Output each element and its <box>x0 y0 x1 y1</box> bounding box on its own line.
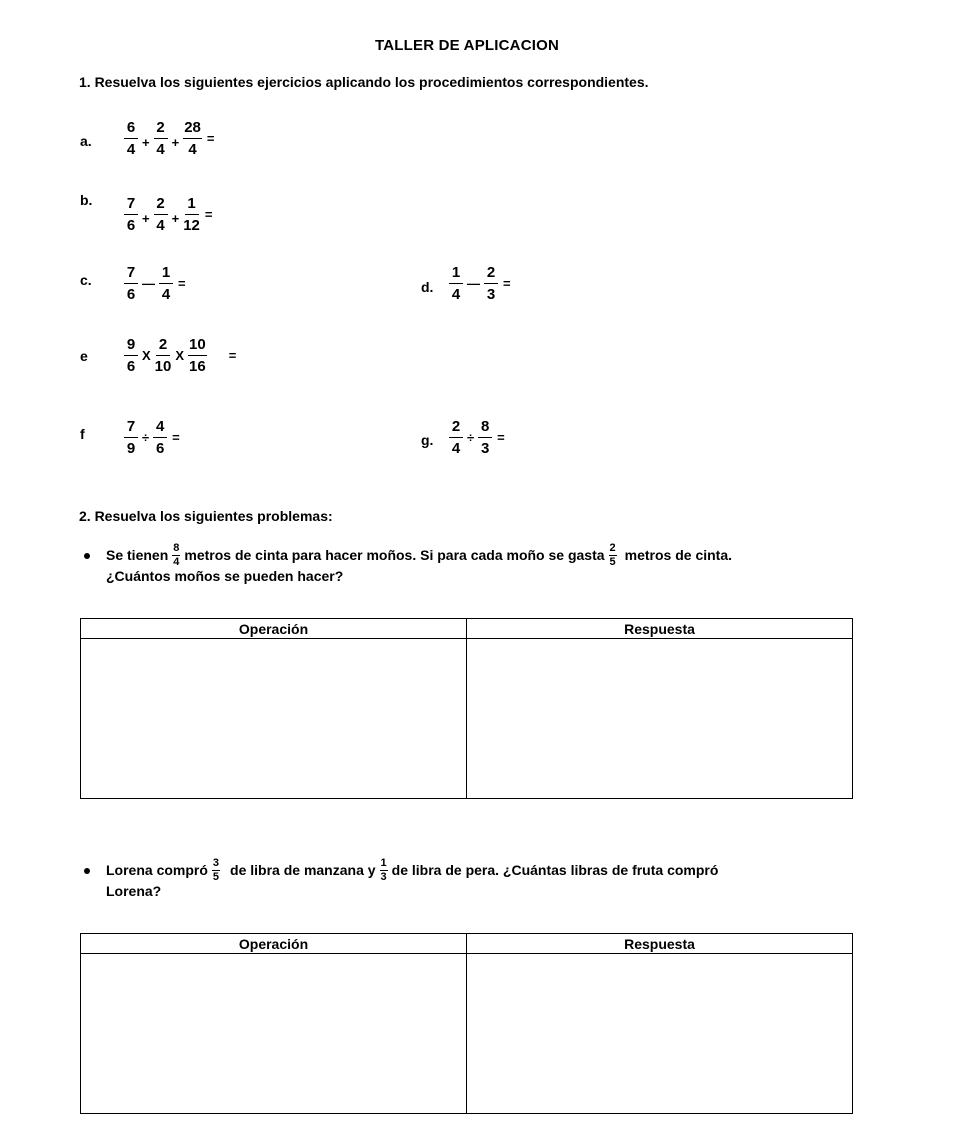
equals-sign: = <box>497 430 505 445</box>
problem-1 <box>84 543 732 586</box>
equals-sign: = <box>228 348 237 363</box>
fraction: $\frac{2}{5}$ <box>609 542 616 568</box>
operation-header: Operación <box>81 934 467 954</box>
exercise-b <box>124 196 212 233</box>
operation-cell[interactable] <box>81 639 467 799</box>
exercise-g <box>449 419 505 456</box>
fraction: $\frac{1}{3}$ <box>380 857 387 883</box>
exercise-f-label: f <box>80 426 85 442</box>
answer-cell[interactable] <box>467 954 853 1114</box>
fraction: $\frac{6}{4}$ <box>124 120 138 157</box>
problem-question: Lorena? <box>106 883 162 899</box>
answer-header: Respuesta <box>467 619 853 639</box>
plus-operator: + <box>171 135 180 150</box>
fraction: $\frac{10}{16}$ <box>189 336 206 375</box>
exercise-c-label: c. <box>80 272 92 288</box>
fraction: $\frac{28}{4}$ <box>184 119 201 158</box>
fraction: $\frac{7}{9}$ <box>124 419 138 456</box>
fraction: $\frac{7}{6}$ <box>124 265 138 302</box>
operation-header: Operación <box>81 619 467 639</box>
divide-operator: ÷ <box>467 430 475 445</box>
exercise-f <box>124 419 180 456</box>
fraction: $\frac{9}{6}$ <box>124 337 138 374</box>
exercise-g-label: g. <box>421 432 434 448</box>
equals-sign: = <box>204 207 213 222</box>
fraction: $\frac{8}{3}$ <box>478 419 492 456</box>
exercise-d-label: d. <box>421 279 434 295</box>
fraction: $\frac{7}{6}$ <box>124 196 138 233</box>
fraction: $\frac{8}{4}$ <box>173 542 180 568</box>
exercise-c <box>124 265 186 302</box>
equals-sign: = <box>178 276 186 291</box>
section-1-heading: 1. Resuelva los siguientes ejercicios aplicando los procedimientos correspondientes. <box>79 74 649 90</box>
problem-text: Lorena compró <box>106 861 208 878</box>
equals-sign: = <box>503 276 511 291</box>
fraction: $\frac{2}{10}$ <box>154 336 172 375</box>
problem-1-work-table <box>80 618 853 799</box>
page-title: TALLER DE APLICACION <box>375 37 559 54</box>
problem-text: metros de cinta para hacer moños. Si para cada moño se gasta <box>184 546 605 563</box>
answer-header: Respuesta <box>467 934 853 954</box>
section-2-heading: 2. Resuelva los siguientes problemas: <box>79 508 333 524</box>
problem-text: metros de cinta. <box>624 546 733 563</box>
bullet-icon <box>84 868 90 874</box>
equals-sign: = <box>172 430 180 445</box>
divide-operator: ÷ <box>142 430 150 445</box>
answer-cell[interactable] <box>467 639 853 799</box>
fraction: $\frac{2}{4}$ <box>154 120 168 157</box>
exercise-e <box>124 337 236 374</box>
fraction: $\frac{4}{6}$ <box>153 419 167 456</box>
exercise-d <box>449 265 511 302</box>
plus-operator: + <box>142 135 150 150</box>
problem-2 <box>84 858 718 901</box>
times-operator: X <box>175 348 185 363</box>
fraction: $\frac{2}{3}$ <box>484 265 498 302</box>
exercise-a-label: a. <box>80 133 92 149</box>
problem-text: Se tienen <box>106 546 169 563</box>
problem-2-work-table <box>80 933 853 1114</box>
fraction: $\frac{1}{4}$ <box>159 265 173 302</box>
exercise-a <box>124 120 214 157</box>
minus-operator: — <box>467 276 480 291</box>
fraction: $\frac{3}{5}$ <box>212 857 220 883</box>
times-operator: X <box>142 348 151 363</box>
fraction: $\frac{2}{4}$ <box>449 419 463 456</box>
exercise-b-label: b. <box>80 192 93 208</box>
plus-operator: + <box>142 211 150 226</box>
fraction: $\frac{2}{4}$ <box>154 196 168 233</box>
problem-text: de libra de manzana y <box>230 861 376 878</box>
problem-question: ¿Cuántos moños se pueden hacer? <box>106 568 344 584</box>
minus-operator: — <box>142 276 155 291</box>
fraction: $\frac{1}{4}$ <box>449 265 463 302</box>
problem-text: de libra de pera. ¿Cuántas libras de fruta compró <box>391 861 719 878</box>
plus-operator: + <box>171 211 180 226</box>
fraction: $\frac{1}{12}$ <box>183 195 200 234</box>
operation-cell[interactable] <box>81 954 467 1114</box>
bullet-icon <box>84 553 90 559</box>
equals-sign: = <box>206 131 215 146</box>
exercise-e-label: e <box>80 348 88 364</box>
